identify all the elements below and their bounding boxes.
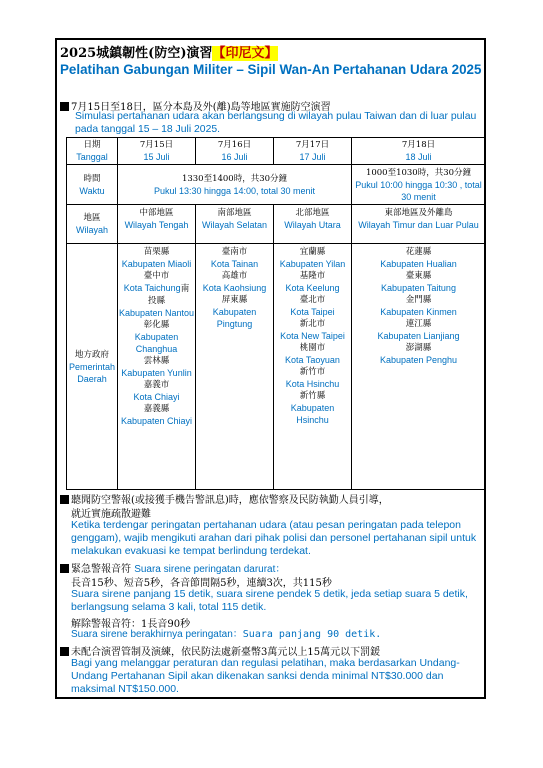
bullet-square-icon <box>60 495 69 504</box>
notice1-zh-line1: 聽聞防空警報(或接獲手機告警訊息)時，應依警察及民防執勤人員引導， <box>60 491 389 506</box>
notice1-zh-line2: 就近實施疏散避難 <box>71 509 151 520</box>
gov-col-south: 臺南市 Kota Tainan 高雄市 Kota Kaohsiung 屏東縣 Kabupaten Pingtung <box>196 244 274 490</box>
notice2-id1: Suara sirene panjang 15 detik, suara sirene pendek 5 detik, jeda setiap suara 5 detik, berlangsung selama 3 kali, total 115 detik. <box>71 588 468 613</box>
gov-col-central: 苗栗縣 Kabupaten Miaoli 臺中市 Kota Taichung南 投縣 Kabupaten Nantou 彰化縣 Kabupaten Changhua 雲林縣 Kabupaten Yunlin 嘉義市 Kota Chiayi 嘉義縣 Kabupaten Chiayi <box>118 244 196 490</box>
bullet-square-icon <box>60 564 69 573</box>
notice2-head: 緊急警報音符 Suara sirene peringatan darurat： <box>60 560 285 575</box>
language-tag: 【印尼文】 <box>212 46 278 61</box>
bullet-square-icon <box>60 102 69 111</box>
gov-col-north: 宜蘭縣 Kabupaten Yilan 基隆市 Kota Keelung 臺北市 Kota Taipei 新北市 Kota New Taipei 桃園市 Kota Taoyuan 新竹市 Kota Hsinchu 新竹縣 Kabupaten Hsinchu <box>274 244 352 490</box>
schedule-table <box>66 137 486 490</box>
table-row-government: 地方政府 Pemerintah Daerah 苗栗縣 Kabupaten Miaoli 臺中市 Kota Taichung南 投縣 Kabupaten Nantou 彰化縣 Kabupaten Changhua 雲林縣 Kabupaten Yunlin 嘉義市 Kota Chiayi 嘉義縣 Kabupaten Chiayi 臺南市 Kota Tainan 高雄市 Kota Kaohsiung 屏東縣 Kabupaten Pingtung 宜蘭縣 Kabupaten Yilan 基隆市 Kota Keelung 臺北市 Kota Taipei 新北市 Kota New Taipei 桃園市 Kota Taoyuan 新竹市 Kota Hsinchu 新竹縣 Kabupaten Hsinchu 花蓮縣 Kabupaten Hualian 臺東縣 Kabupaten Taitung 金門縣 Kabupaten Kinmen 連江縣 Kabupaten Lianjiang 澎湖縣 Kabupaten Penghu <box>67 244 486 490</box>
notice3-zh: 未配合演習管制及演練，依民防法處新臺幣3萬元以上15萬元以下罰鍰 <box>60 643 380 658</box>
intro-id: Simulasi pertahanan udara akan berlangsung di wilayah pulau Taiwan dan di luar pulau pada tanggal 15 – 18 Juli 2025. <box>75 111 477 135</box>
table-row-date: 日期 Tanggal 7月15日 15 Juli 7月16日 16 Juli 7月17日 17 Juli 7月18日 18 Juli <box>67 138 486 165</box>
table-row-time: 時間 Waktu 1330至1400時，共30分鐘 Pukul 13:30 hingga 14:00, total 30 menit 1000至1030時，共30分鐘 Pukul 10:00 hingga 10:30 , total 30 menit <box>67 165 486 205</box>
notice1-id: Ketika terdengar peringatan pertahanan udara (atau pesan peringatan pada telepon genggam), wajib mengikuti arahan dari pihak polisi dan personel pertahanan sipil untuk melakukan evakuasi ke tempat berlindung terdekat. <box>71 519 477 557</box>
bullet-square-icon <box>60 647 69 656</box>
notice2-zh1: 長音15秒、短音5秒，各音節間隔5秒，連續3次，共115秒 <box>71 578 332 589</box>
intro-zh: 7月15日至18日，區分本島及外(離)島等地區實施防空演習 <box>60 98 331 113</box>
notice2-id2: Suara sirene berakhirnya peringatan：Suara panjang 90 detik. <box>71 629 382 640</box>
notice2-zh2: 解除警報音符：1長音90秒 <box>71 619 191 630</box>
gov-col-east: 花蓮縣 Kabupaten Hualian 臺東縣 Kabupaten Taitung 金門縣 Kabupaten Kinmen 連江縣 Kabupaten Lianjiang 澎湖縣 Kabupaten Penghu <box>352 244 486 490</box>
notice3-id: Bagi yang melanggar peraturan dan regulasi pelatihan, maka berdasarkan Undang-Undang Pertahanan Sipil akan dikenakan sanksi denda minimal NT$30.000 dan maksimal NT$150.000. <box>71 657 460 695</box>
document-frame <box>55 38 486 699</box>
table-row-region: 地區 Wilayah 中部地區 Wilayah Tengah 南部地區 Wilayah Selatan 北部地區 Wilayah Utara 東部地區及外離島 Wilayah Timur dan Luar Pulau <box>67 205 486 244</box>
document-subtitle: Pelatihan Gabungan Militer – Sipil Wan-An Pertahanan Udara 2025 <box>60 62 482 77</box>
document-title: 2025城鎮韌性(防空)演習【印尼文】 <box>60 46 278 61</box>
